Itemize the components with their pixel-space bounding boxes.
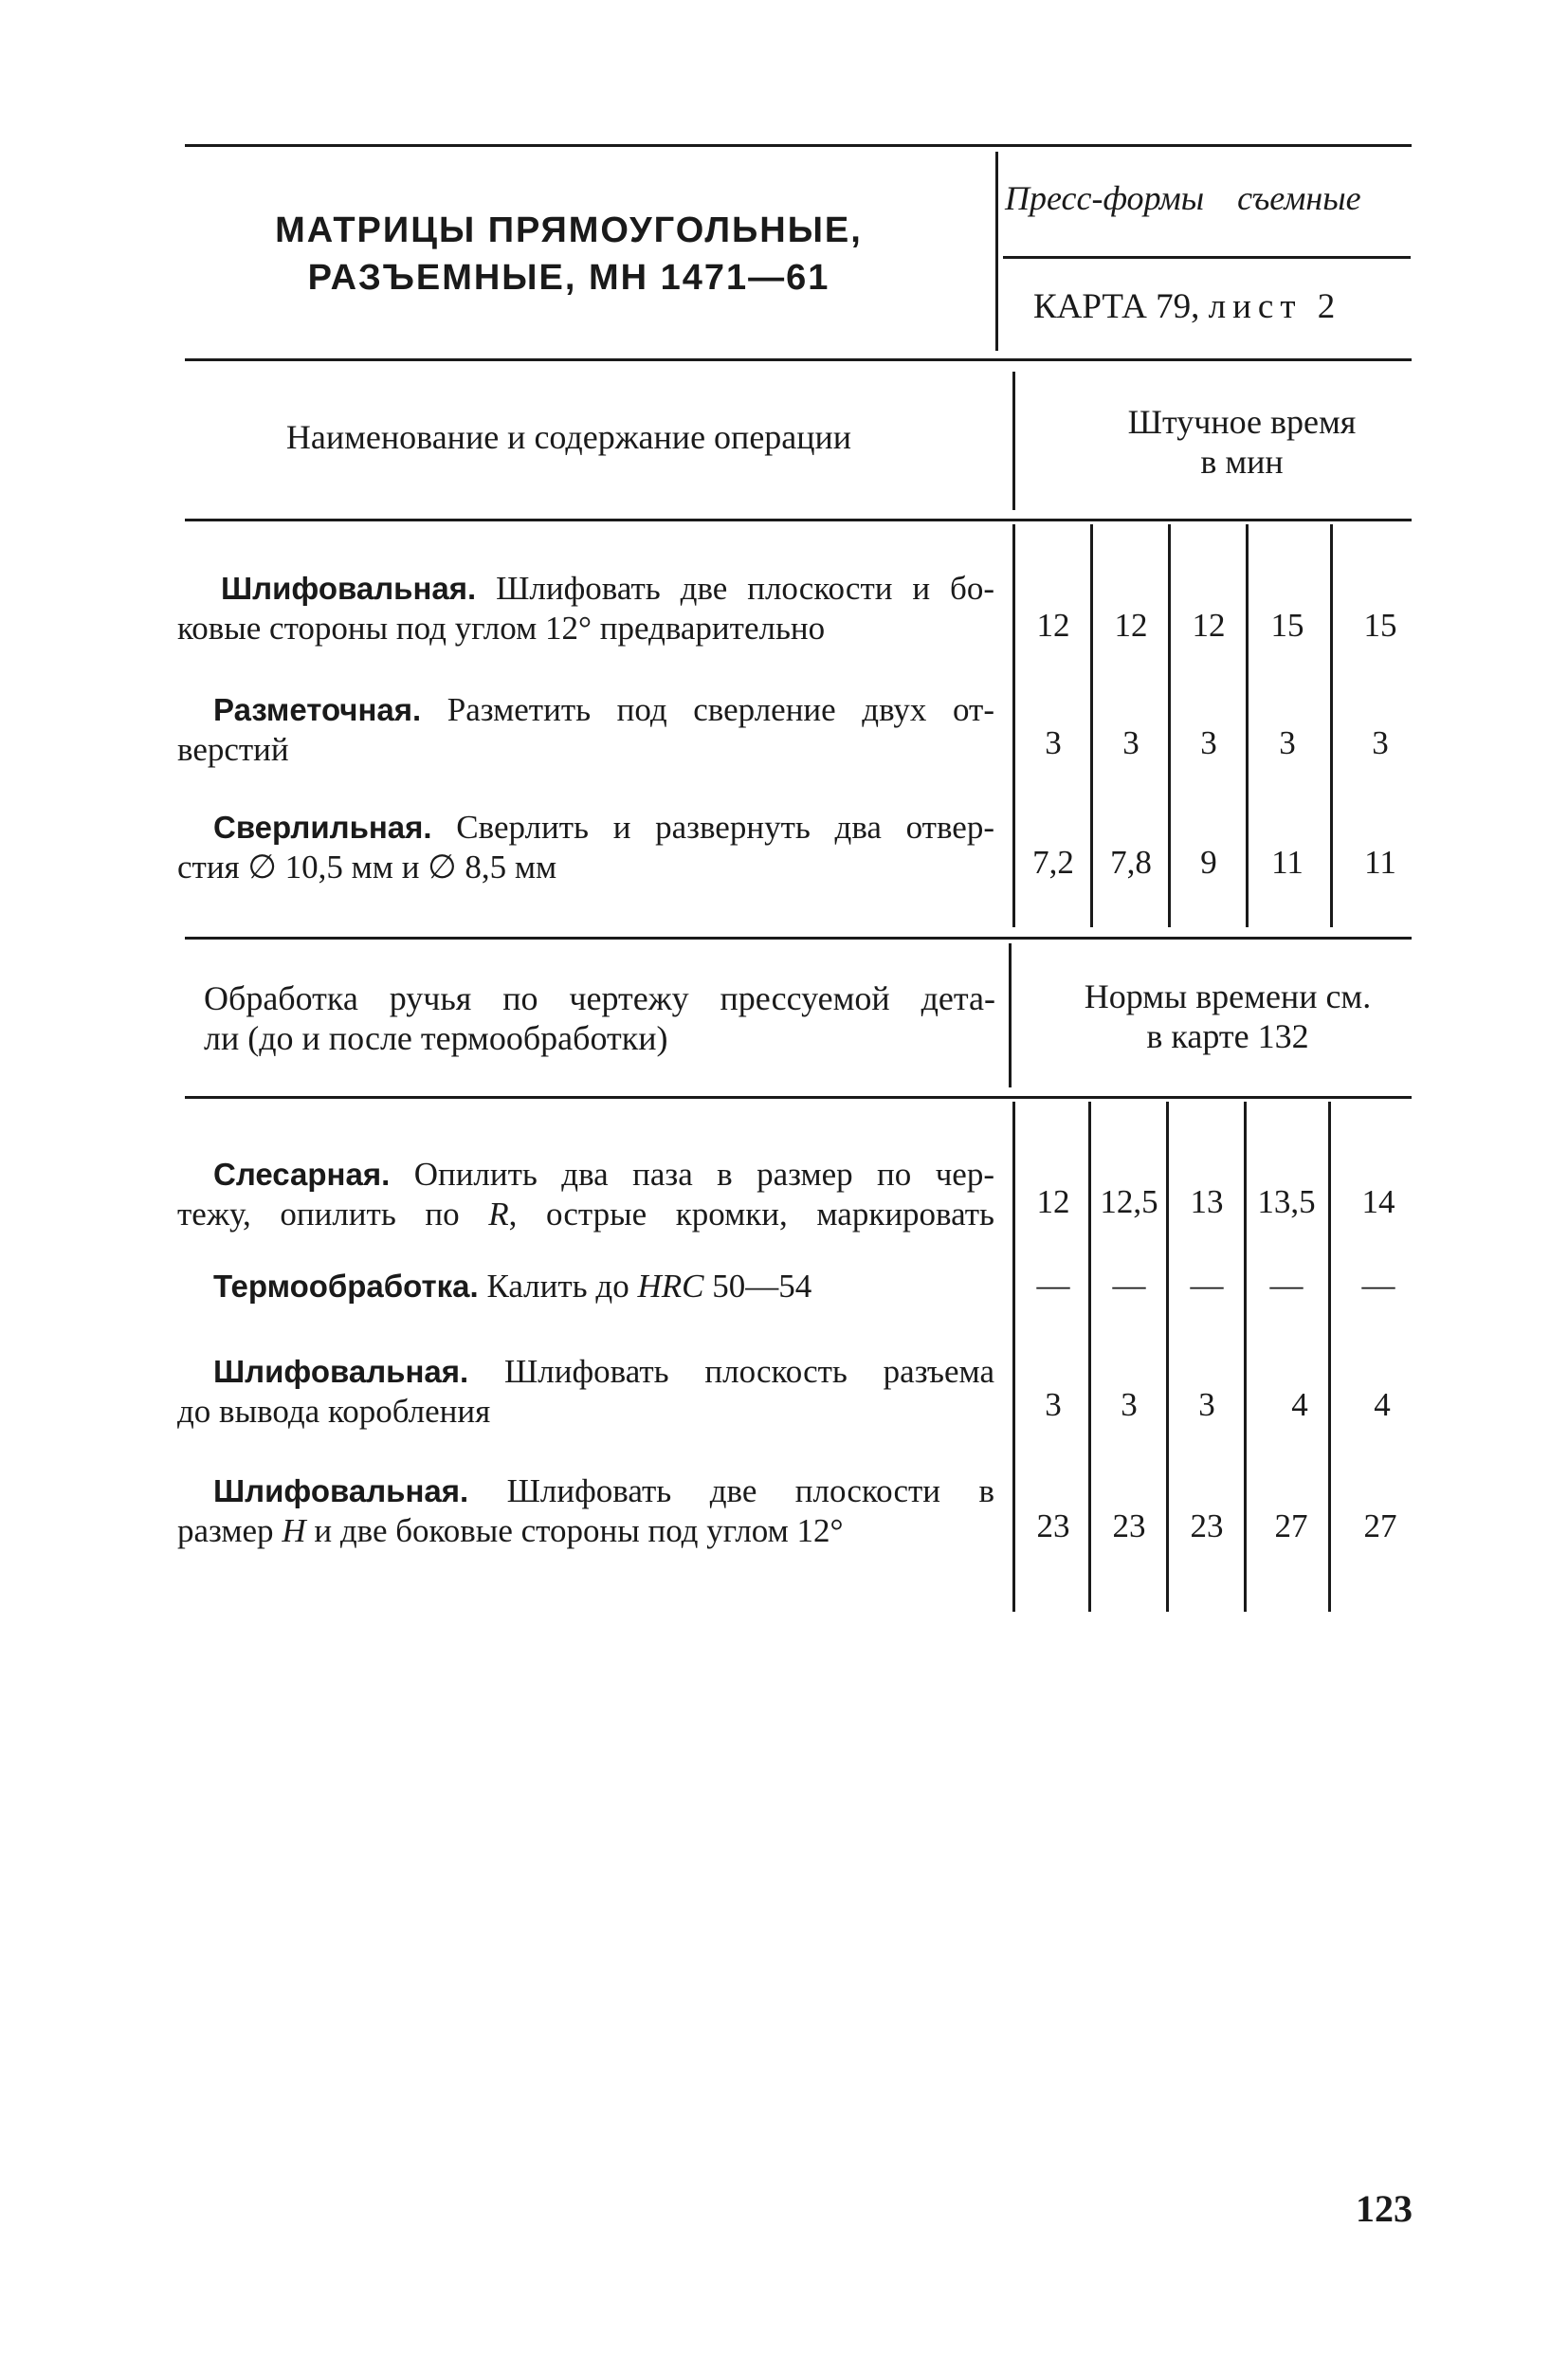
time-cell: 3: [1198, 1386, 1215, 1423]
time-cell: 14: [1361, 1183, 1395, 1220]
time-cell: 15: [1363, 607, 1397, 644]
operation-text-italic: HRC: [637, 1268, 704, 1305]
operation-text: Шлифовать плоскость разъема: [503, 1353, 994, 1390]
operation-text-cont: верстий: [177, 731, 289, 768]
operation-row-cont: [177, 1392, 994, 1432]
time-cell: 11: [1364, 844, 1396, 881]
operation-column-header: Наименование и содержание операции: [285, 418, 852, 456]
note-line-1: Обработка ручья по чертежу прессуемой дета-: [204, 979, 995, 1017]
operation-text-cont: до вывода коробления: [177, 1393, 491, 1430]
note-bottom-rule: [185, 1096, 1412, 1099]
note-line-2: ли (до и после термообработки): [204, 1019, 668, 1057]
operation-text-cont: ковые стороны под углом 12° предварительно: [177, 610, 826, 647]
time-column-header: [1024, 402, 1460, 482]
operation-text-cont: тежу, опилить по: [177, 1196, 489, 1233]
time-cell: 12: [1192, 607, 1226, 644]
operation-row-cont: [177, 609, 994, 648]
norms-line-1: Нормы времени см.: [1084, 977, 1372, 1015]
time-cell: 13: [1190, 1183, 1224, 1220]
time-cell: 3: [1121, 1386, 1138, 1423]
operation-row-cont: [177, 730, 994, 770]
subtitle-rule: [1003, 256, 1411, 259]
card-sheet: лист 2: [1208, 287, 1342, 326]
time-cell: 3: [1045, 1386, 1062, 1423]
operation-text-cont: стия ∅ 10,5 мм и ∅ 8,5 мм: [177, 849, 557, 886]
document-title: [209, 207, 929, 301]
note-divider: [1009, 943, 1012, 1087]
operation-text-italic: R: [488, 1196, 509, 1233]
operation-row: [213, 1352, 994, 1392]
time-cell: 3: [1045, 724, 1062, 761]
card-label: КАРТА 79,: [1033, 287, 1200, 326]
operation-text-cont: и две боковые стороны под углом 12°: [305, 1512, 844, 1549]
operation-text: Шлифовать две плоскости в: [506, 1472, 994, 1509]
operation-row: [213, 1155, 994, 1195]
operation-row: [213, 1471, 994, 1511]
operation-text-cont: , острые кромки, маркировать: [508, 1196, 995, 1233]
time-cell: 12: [1114, 607, 1148, 644]
time-cell: 27: [1363, 1507, 1397, 1544]
top-rule: [185, 144, 1412, 147]
operation-text: Шлифовать две плоскости и бо-: [496, 570, 994, 607]
time-cell: 27: [1274, 1507, 1308, 1544]
time-cell: 3: [1279, 724, 1296, 761]
card-reference: [1033, 286, 1341, 327]
time-cell: —: [1036, 1267, 1070, 1304]
operation-name: Шлифовальная.: [221, 571, 477, 606]
column-header-divider: [1012, 372, 1015, 510]
time-cell: 7,8: [1110, 844, 1152, 881]
operation-name: Слесарная.: [213, 1157, 391, 1192]
operation-text: Сверлить и развернуть два отвер-: [456, 809, 994, 846]
time-cell: —: [1112, 1267, 1146, 1304]
operation-row: [213, 690, 994, 730]
operation-row: [213, 1267, 811, 1306]
operation-text: Калить до: [486, 1268, 638, 1305]
time-cell: 23: [1190, 1507, 1224, 1544]
header-divider: [995, 152, 998, 351]
operation-name: Термообработка.: [213, 1269, 479, 1304]
time-cell: —: [1190, 1267, 1224, 1304]
page-number: 123: [1356, 2187, 1413, 2230]
time-cell: 3: [1200, 724, 1217, 761]
operation-row-cont: [177, 1511, 994, 1551]
operation-name: Шлифовальная.: [213, 1473, 469, 1508]
time-cell: 4: [1291, 1386, 1308, 1423]
time-header-line-2: в мин: [1200, 443, 1284, 481]
operation-text-italic: H: [282, 1512, 306, 1549]
s1-col-line-5: [1330, 524, 1333, 927]
operation-name: Сверлильная.: [213, 810, 432, 845]
time-cell: —: [1269, 1267, 1304, 1304]
time-header-line-1: Штучное время: [1127, 403, 1357, 441]
operation-row-cont: [177, 848, 994, 887]
operation-row: [213, 808, 994, 848]
time-cell: 3: [1122, 724, 1140, 761]
title-line-1: МАТРИЦЫ ПРЯМОУГОЛЬНЫЕ,: [275, 210, 863, 250]
time-cell: 15: [1270, 607, 1304, 644]
time-cell: 23: [1112, 1507, 1146, 1544]
time-cell: 7,2: [1032, 844, 1074, 881]
column-header-rule: [185, 519, 1412, 521]
time-cell: 9: [1200, 844, 1217, 881]
operation-name: Разметочная.: [213, 692, 422, 727]
title-line-2: РАЗЪЕМНЫЕ, МН 1471—61: [307, 258, 830, 298]
time-cell: 11: [1271, 844, 1304, 881]
time-cell: 12: [1036, 607, 1070, 644]
section1-bottom-rule: [185, 937, 1412, 940]
time-cell: 12: [1036, 1183, 1070, 1220]
operation-text: Опилить два паза в размер по чер-: [413, 1156, 994, 1193]
operation-name: Шлифовальная.: [213, 1354, 469, 1389]
norms-line-2: в карте 132: [1146, 1017, 1309, 1055]
norms-reference: [1033, 977, 1422, 1056]
time-cell: 4: [1374, 1386, 1391, 1423]
time-cell: —: [1361, 1267, 1395, 1304]
operation-text: Разметить под сверление двух от-: [447, 691, 994, 728]
category-subtitle: Пресс-формы съемные: [1005, 179, 1361, 217]
operation-text-cont: размер: [177, 1512, 283, 1549]
operation-text: 50—54: [703, 1268, 812, 1305]
header-rule: [185, 358, 1412, 361]
time-cell: 12,5: [1100, 1183, 1158, 1220]
groove-machining-note: [204, 978, 995, 1058]
time-cell: 3: [1372, 724, 1389, 761]
time-cell: 13,5: [1257, 1183, 1316, 1220]
operation-row-cont: [177, 1195, 994, 1234]
operation-row: [221, 569, 994, 609]
time-cell: 23: [1036, 1507, 1070, 1544]
